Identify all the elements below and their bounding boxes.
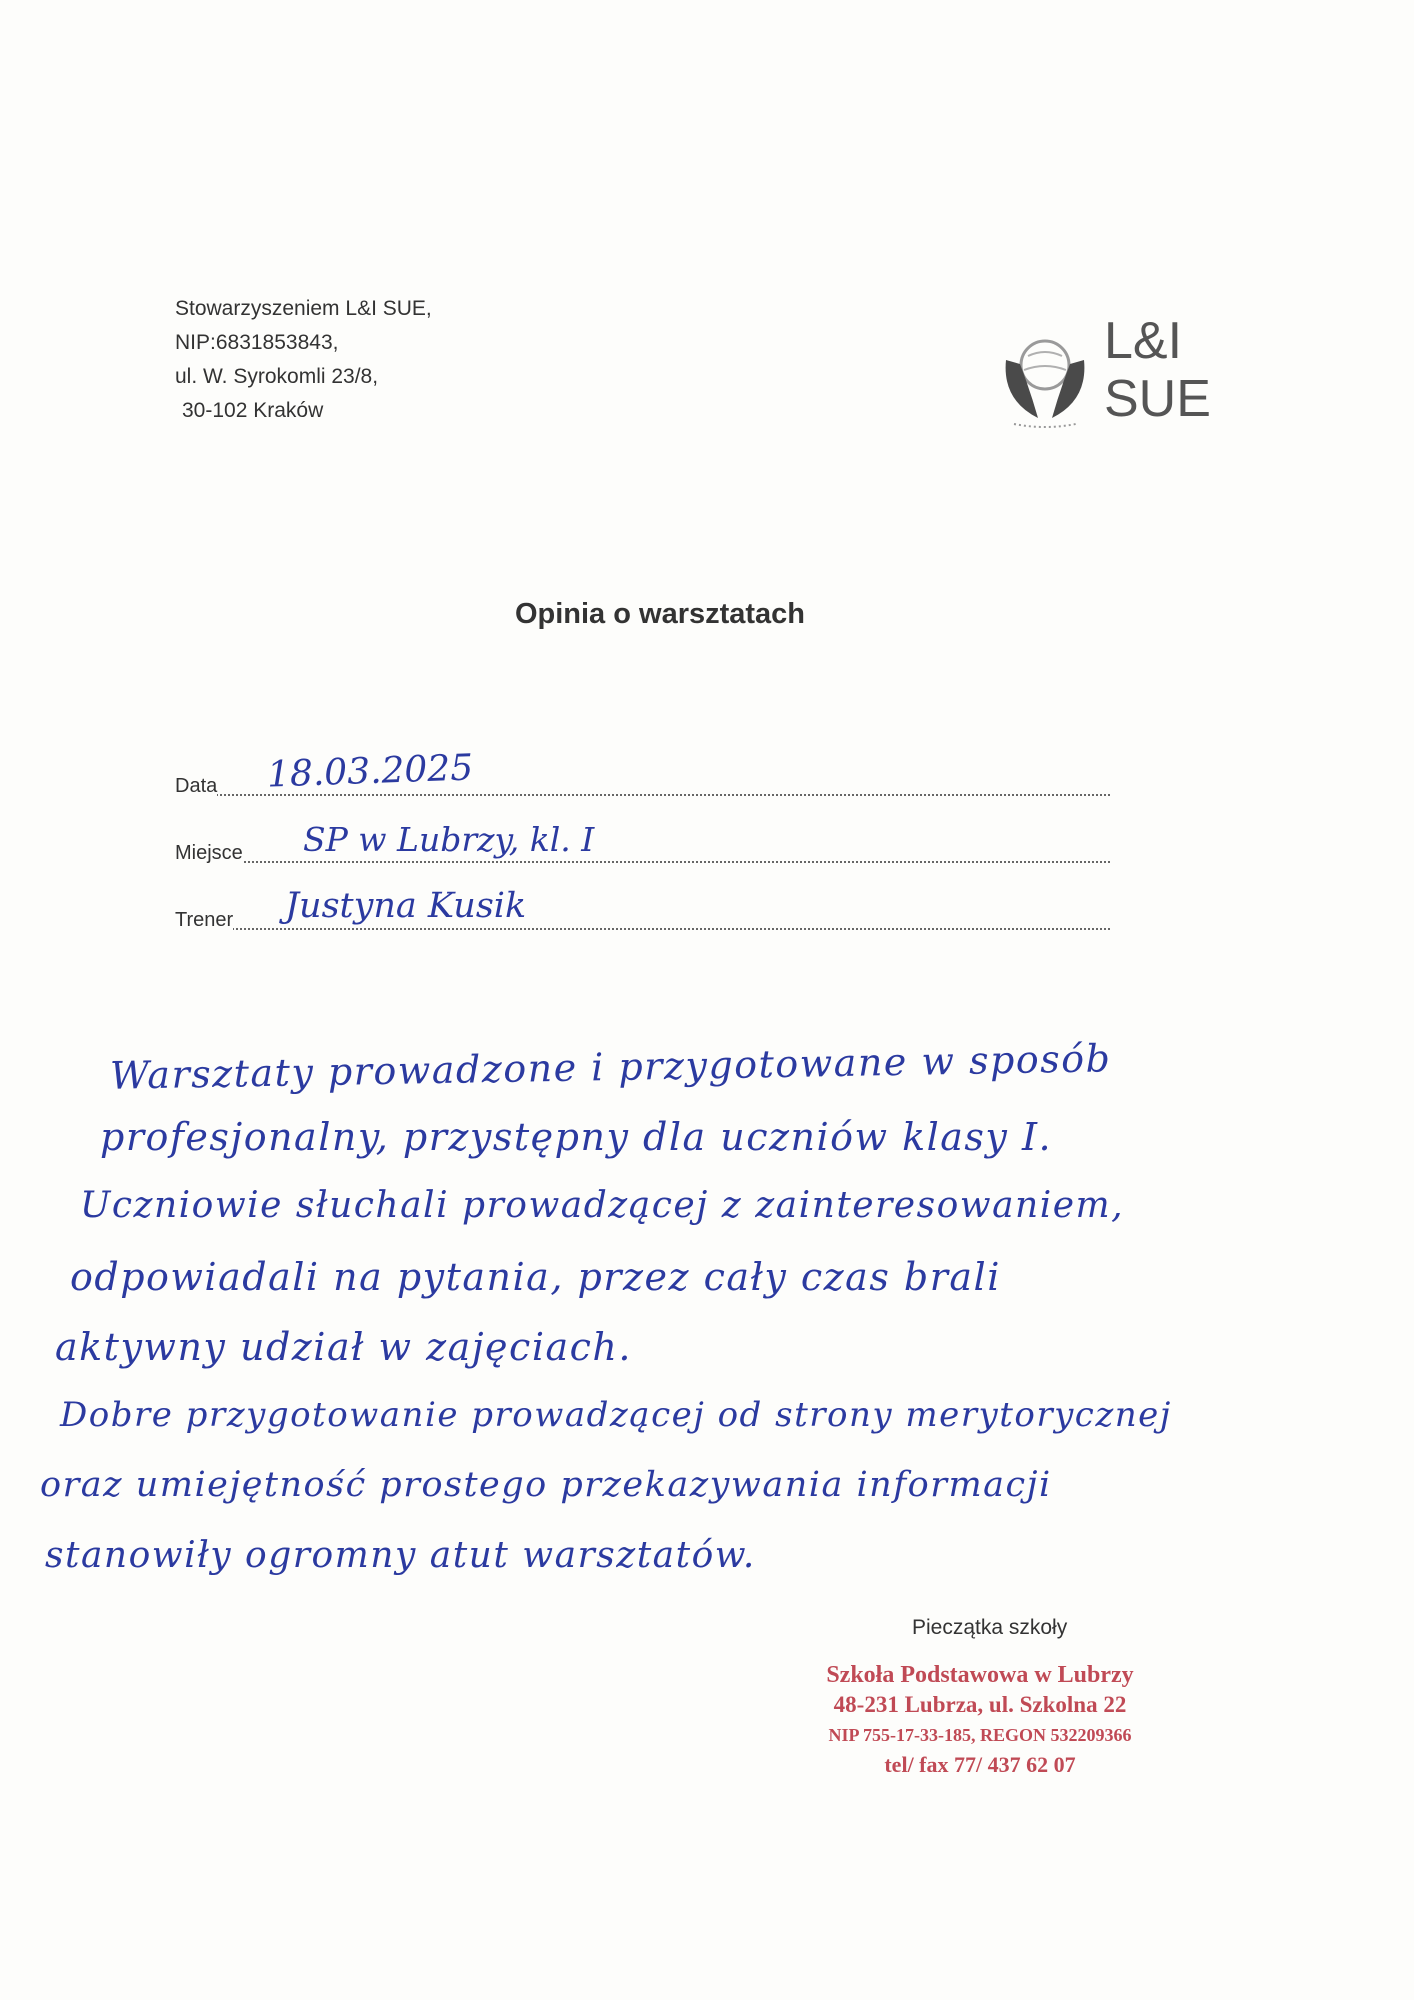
trainer-row bbox=[175, 886, 1110, 936]
sender-nip: NIP:6831853843, bbox=[175, 331, 339, 354]
opinion-line: oraz umiejętność prostego przekazywania informacji bbox=[40, 1465, 1052, 1505]
opinion-line: stanowiły ogromny atut warsztatów. bbox=[45, 1535, 756, 1576]
stamp-nip-regon: NIP 755-17-33-185, REGON 532209366 bbox=[828, 1725, 1132, 1745]
date-row bbox=[175, 747, 1110, 802]
date-dotted-line bbox=[175, 794, 1110, 796]
school-stamp bbox=[780, 1660, 1180, 1780]
stamp-phone: tel/ fax 77/ 437 62 07 bbox=[884, 1752, 1076, 1777]
place-label: Miejsce bbox=[175, 842, 243, 864]
sender-street: ul. W. Syrokomli 23/8, bbox=[175, 365, 379, 388]
globe-hands-icon bbox=[1000, 320, 1090, 430]
place-row bbox=[175, 820, 1110, 869]
place-dotted-line bbox=[175, 861, 1110, 863]
place-value: SP w Lubrzy, kl. I bbox=[303, 820, 595, 859]
date-value: 18.03.2025 bbox=[266, 747, 474, 796]
opinion-line: Dobre przygotowanie prowadzącej od strony merytorycznej bbox=[60, 1395, 1172, 1435]
sender-city: 30-102 Kraków bbox=[182, 399, 324, 422]
trainer-value: Justyna Kusik bbox=[285, 886, 527, 926]
trainer-dotted-line bbox=[175, 928, 1110, 930]
opinion-line: Uczniowie słuchali prowadzącej z zainteresowaniem, bbox=[80, 1185, 1125, 1226]
organization-logo bbox=[1000, 312, 1230, 440]
opinion-line: odpowiadali na pytania, przez cały czas brali bbox=[70, 1255, 1001, 1299]
sender-name: Stowarzyszeniem L&I SUE, bbox=[175, 297, 432, 320]
opinion-line: Warsztaty prowadzone i przygotowane w sposób bbox=[109, 1036, 1112, 1098]
stamp-school-name: Szkoła Podstawowa w Lubrzy bbox=[826, 1662, 1134, 1688]
page-title: Opinia o warsztatach bbox=[514, 598, 806, 630]
stamp-label: Pieczątka szkoły bbox=[912, 1616, 1068, 1639]
opinion-line: aktywny udział w zajęciach. bbox=[55, 1325, 632, 1369]
logo-line-2: SUE bbox=[1104, 370, 1211, 428]
date-label: Data bbox=[175, 775, 218, 797]
trainer-label: Trener bbox=[175, 909, 234, 931]
opinion-line: profesjonalny, przystępny dla uczniów klasy I. bbox=[100, 1115, 1053, 1159]
sender-address bbox=[175, 292, 432, 428]
stamp-address: 48-231 Lubrza, ul. Szkolna 22 bbox=[833, 1692, 1127, 1717]
logo-text bbox=[1104, 312, 1211, 428]
logo-line-1: L&I bbox=[1104, 312, 1183, 370]
